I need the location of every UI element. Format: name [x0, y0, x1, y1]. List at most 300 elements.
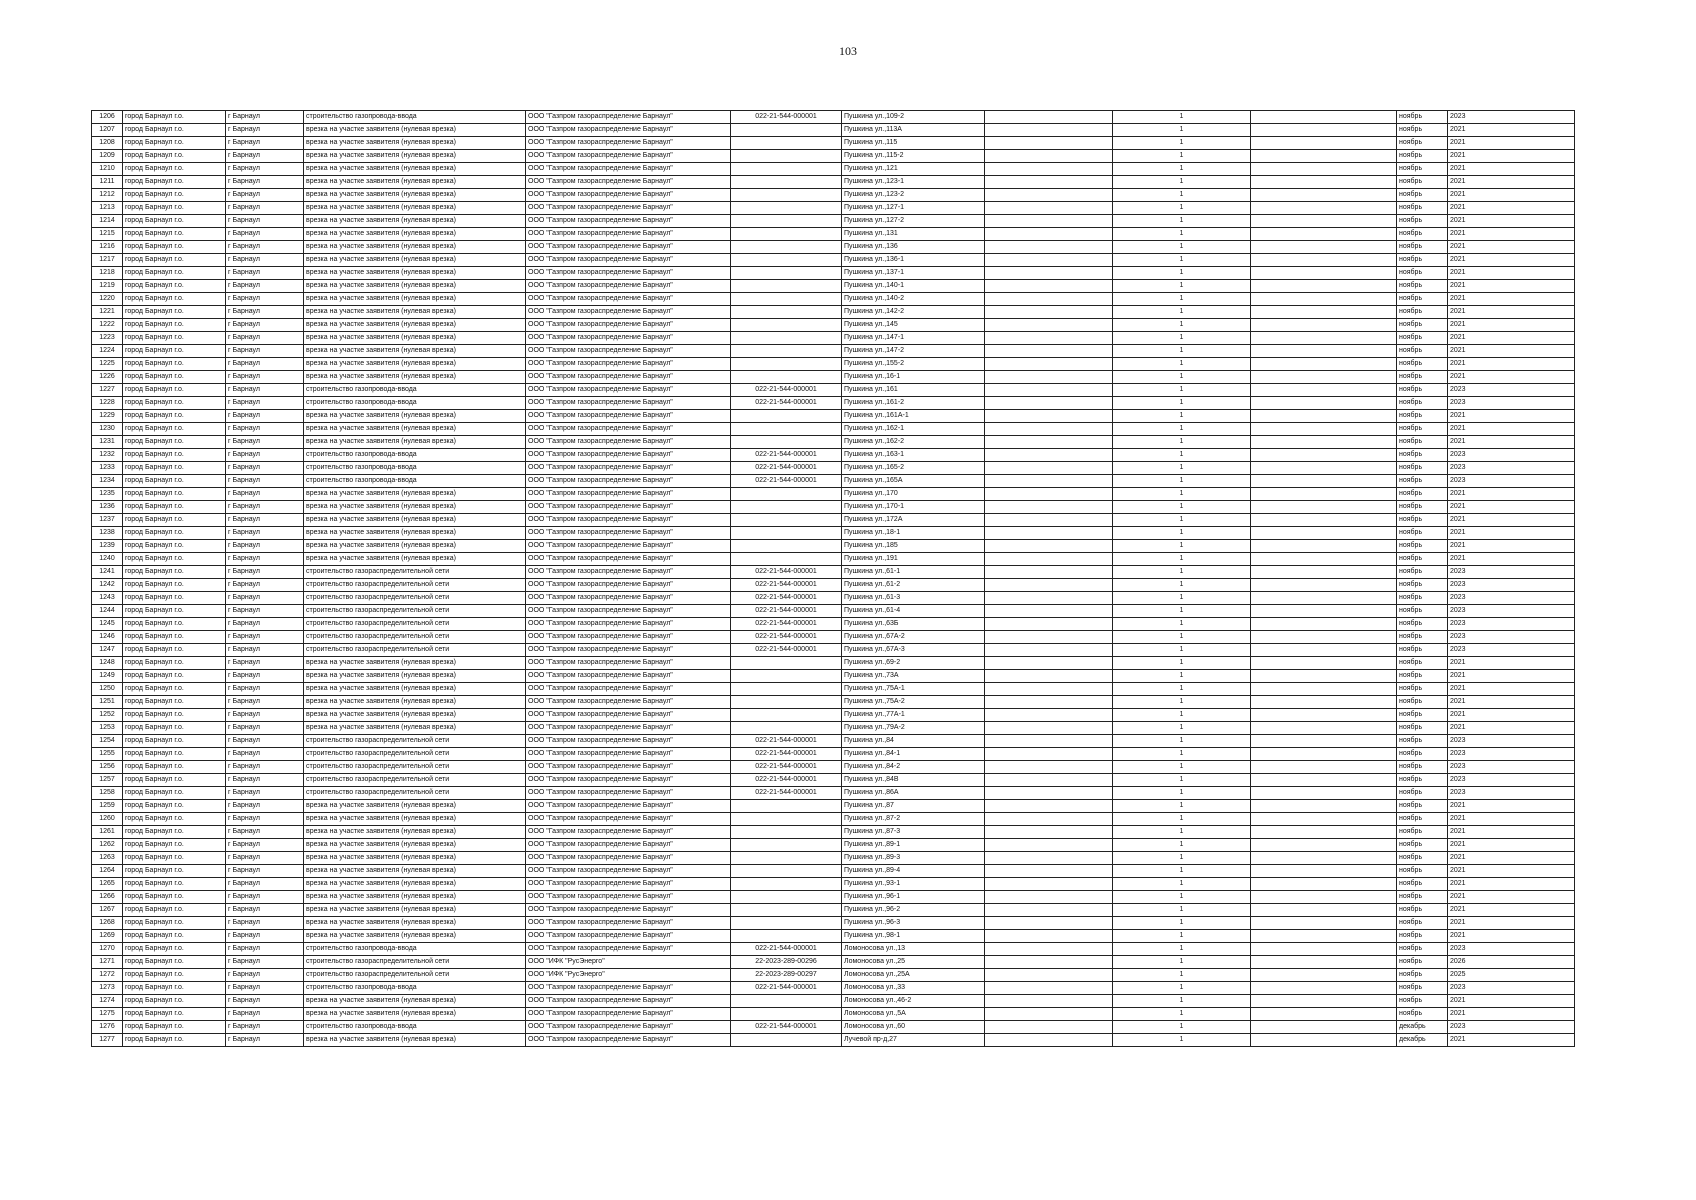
cell-num: 1267 — [92, 904, 123, 917]
table-row — [92, 475, 1575, 488]
cell-month: ноябрь — [1397, 176, 1448, 189]
cell-certificate: 022-21-544-000001 — [731, 774, 842, 787]
table-row — [92, 163, 1575, 176]
cell-municipality: город Барнаул г.о. — [123, 787, 226, 800]
cell-organization: ООО "Газпром газораспределение Барнаул" — [526, 800, 731, 813]
cell-empty2 — [1251, 410, 1397, 423]
cell-year: 2021 — [1448, 813, 1575, 826]
cell-address: Пушкина ул.,89-1 — [842, 839, 985, 852]
cell-address: Пушкина ул.,161А-1 — [842, 410, 985, 423]
cell-empty1 — [985, 332, 1113, 345]
cell-organization: ООО "Газпром газораспределение Барнаул" — [526, 150, 731, 163]
cell-num: 1232 — [92, 449, 123, 462]
cell-quantity: 1 — [1113, 410, 1251, 423]
cell-locality: г Барнаул — [226, 553, 304, 566]
cell-address: Пушкина ул.,161 — [842, 384, 985, 397]
table-row — [92, 436, 1575, 449]
cell-month: ноябрь — [1397, 527, 1448, 540]
cell-month: ноябрь — [1397, 280, 1448, 293]
cell-organization: ООО "Газпром газораспределение Барнаул" — [526, 566, 731, 579]
cell-certificate — [731, 826, 842, 839]
cell-empty1 — [985, 293, 1113, 306]
cell-locality: г Барнаул — [226, 306, 304, 319]
cell-municipality: город Барнаул г.о. — [123, 696, 226, 709]
cell-year: 2021 — [1448, 1034, 1575, 1047]
cell-month: ноябрь — [1397, 605, 1448, 618]
cell-quantity: 1 — [1113, 709, 1251, 722]
cell-empty2 — [1251, 735, 1397, 748]
cell-year: 2021 — [1448, 826, 1575, 839]
table-row — [92, 826, 1575, 839]
cell-month: ноябрь — [1397, 514, 1448, 527]
cell-municipality: город Барнаул г.о. — [123, 605, 226, 618]
cell-locality: г Барнаул — [226, 839, 304, 852]
cell-empty2 — [1251, 930, 1397, 943]
cell-certificate — [731, 527, 842, 540]
cell-certificate: 022-21-544-000001 — [731, 579, 842, 592]
cell-certificate: 022-21-544-000001 — [731, 111, 842, 124]
cell-organization: ООО "Газпром газораспределение Барнаул" — [526, 657, 731, 670]
cell-quantity: 1 — [1113, 566, 1251, 579]
cell-quantity: 1 — [1113, 228, 1251, 241]
cell-num: 1223 — [92, 332, 123, 345]
table-row — [92, 358, 1575, 371]
cell-num: 1225 — [92, 358, 123, 371]
cell-num: 1255 — [92, 748, 123, 761]
cell-num: 1211 — [92, 176, 123, 189]
cell-certificate — [731, 189, 842, 202]
cell-month: ноябрь — [1397, 904, 1448, 917]
cell-quantity: 1 — [1113, 657, 1251, 670]
cell-empty1 — [985, 904, 1113, 917]
cell-address: Пушкина ул.,18-1 — [842, 527, 985, 540]
cell-locality: г Барнаул — [226, 826, 304, 839]
cell-year: 2023 — [1448, 982, 1575, 995]
cell-num: 1231 — [92, 436, 123, 449]
cell-month: ноябрь — [1397, 345, 1448, 358]
cell-num: 1210 — [92, 163, 123, 176]
cell-work-type: врезка на участке заявителя (нулевая врезка) — [304, 930, 526, 943]
cell-work-type: врезка на участке заявителя (нулевая врезка) — [304, 371, 526, 384]
register-table-body — [92, 111, 1575, 1047]
table-row — [92, 943, 1575, 956]
cell-organization: ООО "Газпром газораспределение Барнаул" — [526, 774, 731, 787]
cell-certificate — [731, 995, 842, 1008]
cell-num: 1246 — [92, 631, 123, 644]
cell-municipality: город Барнаул г.о. — [123, 943, 226, 956]
cell-month: ноябрь — [1397, 735, 1448, 748]
cell-empty2 — [1251, 189, 1397, 202]
table-row — [92, 644, 1575, 657]
cell-year: 2023 — [1448, 397, 1575, 410]
cell-empty1 — [985, 280, 1113, 293]
cell-month: ноябрь — [1397, 709, 1448, 722]
cell-year: 2023 — [1448, 111, 1575, 124]
cell-certificate: 022-21-544-000001 — [731, 384, 842, 397]
cell-address: Пушкина ул.,96-2 — [842, 904, 985, 917]
cell-work-type: строительство газораспределительной сети — [304, 605, 526, 618]
cell-empty1 — [985, 254, 1113, 267]
cell-quantity: 1 — [1113, 943, 1251, 956]
cell-organization: ООО "Газпром газораспределение Барнаул" — [526, 839, 731, 852]
cell-empty2 — [1251, 605, 1397, 618]
cell-num: 1221 — [92, 306, 123, 319]
cell-year: 2021 — [1448, 1008, 1575, 1021]
cell-municipality: город Барнаул г.о. — [123, 410, 226, 423]
cell-work-type: врезка на участке заявителя (нулевая врезка) — [304, 267, 526, 280]
cell-empty1 — [985, 787, 1113, 800]
table-row — [92, 215, 1575, 228]
cell-address: Пушкина ул.,145 — [842, 319, 985, 332]
cell-certificate: 022-21-544-000001 — [731, 748, 842, 761]
cell-municipality: город Барнаул г.о. — [123, 1021, 226, 1034]
cell-quantity: 1 — [1113, 306, 1251, 319]
cell-num: 1209 — [92, 150, 123, 163]
cell-municipality: город Барнаул г.о. — [123, 839, 226, 852]
cell-num: 1251 — [92, 696, 123, 709]
cell-empty1 — [985, 397, 1113, 410]
cell-num: 1226 — [92, 371, 123, 384]
cell-num: 1214 — [92, 215, 123, 228]
cell-certificate: 022-21-544-000001 — [731, 449, 842, 462]
cell-empty2 — [1251, 839, 1397, 852]
cell-municipality: город Барнаул г.о. — [123, 449, 226, 462]
cell-empty1 — [985, 839, 1113, 852]
cell-num: 1224 — [92, 345, 123, 358]
cell-work-type: врезка на участке заявителя (нулевая врезка) — [304, 202, 526, 215]
cell-work-type: строительство газопровода-ввода — [304, 111, 526, 124]
cell-certificate: 022-21-544-000001 — [731, 787, 842, 800]
cell-organization: ООО "Газпром газораспределение Барнаул" — [526, 761, 731, 774]
cell-organization: ООО "Газпром газораспределение Барнаул" — [526, 1021, 731, 1034]
cell-empty2 — [1251, 956, 1397, 969]
cell-certificate — [731, 917, 842, 930]
cell-month: ноябрь — [1397, 995, 1448, 1008]
cell-quantity: 1 — [1113, 527, 1251, 540]
table-row — [92, 904, 1575, 917]
cell-empty1 — [985, 618, 1113, 631]
cell-locality: г Барнаул — [226, 800, 304, 813]
cell-num: 1235 — [92, 488, 123, 501]
cell-year: 2021 — [1448, 540, 1575, 553]
cell-work-type: врезка на участке заявителя (нулевая врезка) — [304, 917, 526, 930]
cell-work-type: врезка на участке заявителя (нулевая врезка) — [304, 150, 526, 163]
cell-empty2 — [1251, 241, 1397, 254]
cell-empty1 — [985, 306, 1113, 319]
cell-year: 2023 — [1448, 1021, 1575, 1034]
cell-empty2 — [1251, 462, 1397, 475]
cell-month: ноябрь — [1397, 865, 1448, 878]
cell-empty1 — [985, 176, 1113, 189]
cell-month: ноябрь — [1397, 579, 1448, 592]
cell-work-type: врезка на участке заявителя (нулевая врезка) — [304, 280, 526, 293]
table-row — [92, 371, 1575, 384]
cell-address: Лучевой пр-д,27 — [842, 1034, 985, 1047]
cell-address: Пушкина ул.,131 — [842, 228, 985, 241]
table-row — [92, 878, 1575, 891]
cell-address: Пушкина ул.,155-2 — [842, 358, 985, 371]
cell-locality: г Барнаул — [226, 1008, 304, 1021]
table-row — [92, 839, 1575, 852]
cell-empty2 — [1251, 982, 1397, 995]
cell-empty2 — [1251, 176, 1397, 189]
cell-empty1 — [985, 956, 1113, 969]
cell-empty2 — [1251, 787, 1397, 800]
cell-empty2 — [1251, 332, 1397, 345]
cell-quantity: 1 — [1113, 488, 1251, 501]
cell-month: ноябрь — [1397, 319, 1448, 332]
cell-locality: г Барнаул — [226, 709, 304, 722]
table-row — [92, 345, 1575, 358]
cell-year: 2021 — [1448, 410, 1575, 423]
cell-certificate — [731, 501, 842, 514]
cell-year: 2021 — [1448, 670, 1575, 683]
cell-quantity: 1 — [1113, 787, 1251, 800]
cell-address: Ломоносова ул.,46-2 — [842, 995, 985, 1008]
cell-empty2 — [1251, 969, 1397, 982]
cell-empty2 — [1251, 111, 1397, 124]
cell-quantity: 1 — [1113, 761, 1251, 774]
cell-organization: ООО "Газпром газораспределение Барнаул" — [526, 436, 731, 449]
cell-year: 2021 — [1448, 878, 1575, 891]
cell-empty2 — [1251, 709, 1397, 722]
cell-year: 2023 — [1448, 384, 1575, 397]
cell-organization: ООО "Газпром газораспределение Барнаул" — [526, 475, 731, 488]
cell-empty1 — [985, 527, 1113, 540]
cell-organization: ООО "ИФК "РусЭнерго" — [526, 969, 731, 982]
cell-work-type: врезка на участке заявителя (нулевая врезка) — [304, 813, 526, 826]
cell-year: 2021 — [1448, 865, 1575, 878]
cell-locality: г Барнаул — [226, 930, 304, 943]
cell-month: ноябрь — [1397, 293, 1448, 306]
cell-empty2 — [1251, 566, 1397, 579]
cell-organization: ООО "Газпром газораспределение Барнаул" — [526, 449, 731, 462]
cell-month: ноябрь — [1397, 254, 1448, 267]
cell-num: 1243 — [92, 592, 123, 605]
cell-empty1 — [985, 735, 1113, 748]
cell-year: 2021 — [1448, 839, 1575, 852]
cell-empty2 — [1251, 488, 1397, 501]
cell-quantity: 1 — [1113, 813, 1251, 826]
cell-certificate — [731, 228, 842, 241]
cell-year: 2021 — [1448, 995, 1575, 1008]
cell-num: 1242 — [92, 579, 123, 592]
cell-year: 2023 — [1448, 943, 1575, 956]
cell-address: Пушкина ул.,75А-1 — [842, 683, 985, 696]
cell-address: Пушкина ул.,137-1 — [842, 267, 985, 280]
cell-num: 1249 — [92, 670, 123, 683]
cell-address: Пушкина ул.,87-2 — [842, 813, 985, 826]
cell-num: 1270 — [92, 943, 123, 956]
cell-empty1 — [985, 475, 1113, 488]
cell-empty1 — [985, 761, 1113, 774]
cell-quantity: 1 — [1113, 618, 1251, 631]
cell-year: 2021 — [1448, 345, 1575, 358]
cell-num: 1250 — [92, 683, 123, 696]
cell-organization: ООО "Газпром газораспределение Барнаул" — [526, 644, 731, 657]
cell-quantity: 1 — [1113, 917, 1251, 930]
cell-work-type: врезка на участке заявителя (нулевая врезка) — [304, 1008, 526, 1021]
cell-organization: ООО "Газпром газораспределение Барнаул" — [526, 982, 731, 995]
cell-empty2 — [1251, 865, 1397, 878]
cell-locality: г Барнаул — [226, 436, 304, 449]
cell-work-type: строительство газораспределительной сети — [304, 592, 526, 605]
table-row — [92, 553, 1575, 566]
cell-year: 2021 — [1448, 228, 1575, 241]
table-row — [92, 319, 1575, 332]
cell-municipality: город Барнаул г.о. — [123, 124, 226, 137]
table-row — [92, 384, 1575, 397]
cell-municipality: город Барнаул г.о. — [123, 683, 226, 696]
table-row — [92, 124, 1575, 137]
cell-locality: г Барнаул — [226, 501, 304, 514]
cell-month: ноябрь — [1397, 761, 1448, 774]
cell-address: Пушкина ул.,61-2 — [842, 579, 985, 592]
cell-quantity: 1 — [1113, 995, 1251, 1008]
cell-work-type: врезка на участке заявителя (нулевая врезка) — [304, 891, 526, 904]
cell-certificate: 022-21-544-000001 — [731, 618, 842, 631]
cell-locality: г Барнаул — [226, 319, 304, 332]
cell-month: ноябрь — [1397, 124, 1448, 137]
cell-organization: ООО "Газпром газораспределение Барнаул" — [526, 748, 731, 761]
cell-certificate — [731, 930, 842, 943]
cell-certificate: 022-21-544-000001 — [731, 761, 842, 774]
cell-empty1 — [985, 215, 1113, 228]
cell-num: 1272 — [92, 969, 123, 982]
cell-num: 1277 — [92, 1034, 123, 1047]
cell-year: 2021 — [1448, 488, 1575, 501]
cell-month: ноябрь — [1397, 306, 1448, 319]
table-row — [92, 150, 1575, 163]
cell-year: 2023 — [1448, 787, 1575, 800]
cell-organization: ООО "Газпром газораспределение Барнаул" — [526, 215, 731, 228]
cell-locality: г Барнаул — [226, 904, 304, 917]
cell-num: 1215 — [92, 228, 123, 241]
cell-address: Пушкина ул.,165А — [842, 475, 985, 488]
cell-locality: г Барнаул — [226, 735, 304, 748]
cell-certificate: 022-21-544-000001 — [731, 1021, 842, 1034]
cell-locality: г Барнаул — [226, 163, 304, 176]
cell-num: 1275 — [92, 1008, 123, 1021]
cell-num: 1208 — [92, 137, 123, 150]
cell-certificate: 022-21-544-000001 — [731, 605, 842, 618]
cell-num: 1266 — [92, 891, 123, 904]
cell-quantity: 1 — [1113, 683, 1251, 696]
cell-locality: г Барнаул — [226, 137, 304, 150]
cell-empty2 — [1251, 449, 1397, 462]
cell-locality: г Барнаул — [226, 917, 304, 930]
cell-municipality: город Барнаул г.о. — [123, 631, 226, 644]
cell-work-type: врезка на участке заявителя (нулевая врезка) — [304, 358, 526, 371]
cell-year: 2021 — [1448, 202, 1575, 215]
cell-locality: г Барнаул — [226, 176, 304, 189]
cell-address: Пушкина ул.,136 — [842, 241, 985, 254]
cell-year: 2021 — [1448, 163, 1575, 176]
table-row — [92, 813, 1575, 826]
cell-month: ноябрь — [1397, 397, 1448, 410]
cell-organization: ООО "Газпром газораспределение Барнаул" — [526, 631, 731, 644]
cell-certificate — [731, 514, 842, 527]
cell-certificate — [731, 176, 842, 189]
cell-address: Пушкина ул.,121 — [842, 163, 985, 176]
cell-address: Пушкина ул.,69-2 — [842, 657, 985, 670]
cell-certificate — [731, 683, 842, 696]
cell-municipality: город Барнаул г.о. — [123, 865, 226, 878]
cell-empty2 — [1251, 501, 1397, 514]
cell-locality: г Барнаул — [226, 475, 304, 488]
cell-work-type: строительство газопровода-ввода — [304, 475, 526, 488]
cell-year: 2021 — [1448, 904, 1575, 917]
cell-address: Пушкина ул.,123-2 — [842, 189, 985, 202]
table-row — [92, 1034, 1575, 1047]
cell-work-type: врезка на участке заявителя (нулевая врезка) — [304, 683, 526, 696]
cell-month: ноябрь — [1397, 241, 1448, 254]
cell-empty2 — [1251, 683, 1397, 696]
cell-municipality: город Барнаул г.о. — [123, 475, 226, 488]
cell-month: ноябрь — [1397, 917, 1448, 930]
cell-num: 1228 — [92, 397, 123, 410]
cell-municipality: город Барнаул г.о. — [123, 618, 226, 631]
table-row — [92, 800, 1575, 813]
cell-locality: г Барнаул — [226, 241, 304, 254]
cell-locality: г Барнаул — [226, 631, 304, 644]
cell-empty1 — [985, 605, 1113, 618]
cell-num: 1269 — [92, 930, 123, 943]
cell-quantity: 1 — [1113, 592, 1251, 605]
cell-empty2 — [1251, 397, 1397, 410]
cell-work-type: врезка на участке заявителя (нулевая врезка) — [304, 553, 526, 566]
cell-empty1 — [985, 202, 1113, 215]
cell-work-type: врезка на участке заявителя (нулевая врезка) — [304, 319, 526, 332]
cell-month: ноябрь — [1397, 878, 1448, 891]
table-row — [92, 423, 1575, 436]
cell-organization: ООО "Газпром газораспределение Барнаул" — [526, 826, 731, 839]
cell-work-type: врезка на участке заявителя (нулевая врезка) — [304, 839, 526, 852]
cell-locality: г Барнаул — [226, 774, 304, 787]
cell-num: 1245 — [92, 618, 123, 631]
cell-municipality: город Барнаул г.о. — [123, 137, 226, 150]
cell-quantity: 1 — [1113, 111, 1251, 124]
cell-organization: ООО "Газпром газораспределение Барнаул" — [526, 306, 731, 319]
cell-municipality: город Барнаул г.о. — [123, 722, 226, 735]
cell-municipality: город Барнаул г.о. — [123, 1008, 226, 1021]
cell-work-type: врезка на участке заявителя (нулевая врезка) — [304, 215, 526, 228]
cell-municipality: город Барнаул г.о. — [123, 982, 226, 995]
cell-work-type: врезка на участке заявителя (нулевая врезка) — [304, 410, 526, 423]
cell-quantity: 1 — [1113, 254, 1251, 267]
cell-certificate — [731, 878, 842, 891]
cell-month: ноябрь — [1397, 696, 1448, 709]
cell-quantity: 1 — [1113, 436, 1251, 449]
cell-certificate: 022-21-544-000001 — [731, 631, 842, 644]
cell-year: 2021 — [1448, 527, 1575, 540]
cell-locality: г Барнаул — [226, 592, 304, 605]
cell-address: Пушкина ул.,170 — [842, 488, 985, 501]
cell-year: 2021 — [1448, 436, 1575, 449]
table-row — [92, 930, 1575, 943]
cell-municipality: город Барнаул г.о. — [123, 891, 226, 904]
cell-certificate — [731, 215, 842, 228]
table-row — [92, 1008, 1575, 1021]
cell-work-type: врезка на участке заявителя (нулевая врезка) — [304, 800, 526, 813]
cell-locality: г Барнаул — [226, 1034, 304, 1047]
cell-num: 1256 — [92, 761, 123, 774]
cell-quantity: 1 — [1113, 644, 1251, 657]
cell-quantity: 1 — [1113, 163, 1251, 176]
cell-certificate — [731, 553, 842, 566]
cell-empty2 — [1251, 150, 1397, 163]
cell-work-type: врезка на участке заявителя (нулевая врезка) — [304, 254, 526, 267]
